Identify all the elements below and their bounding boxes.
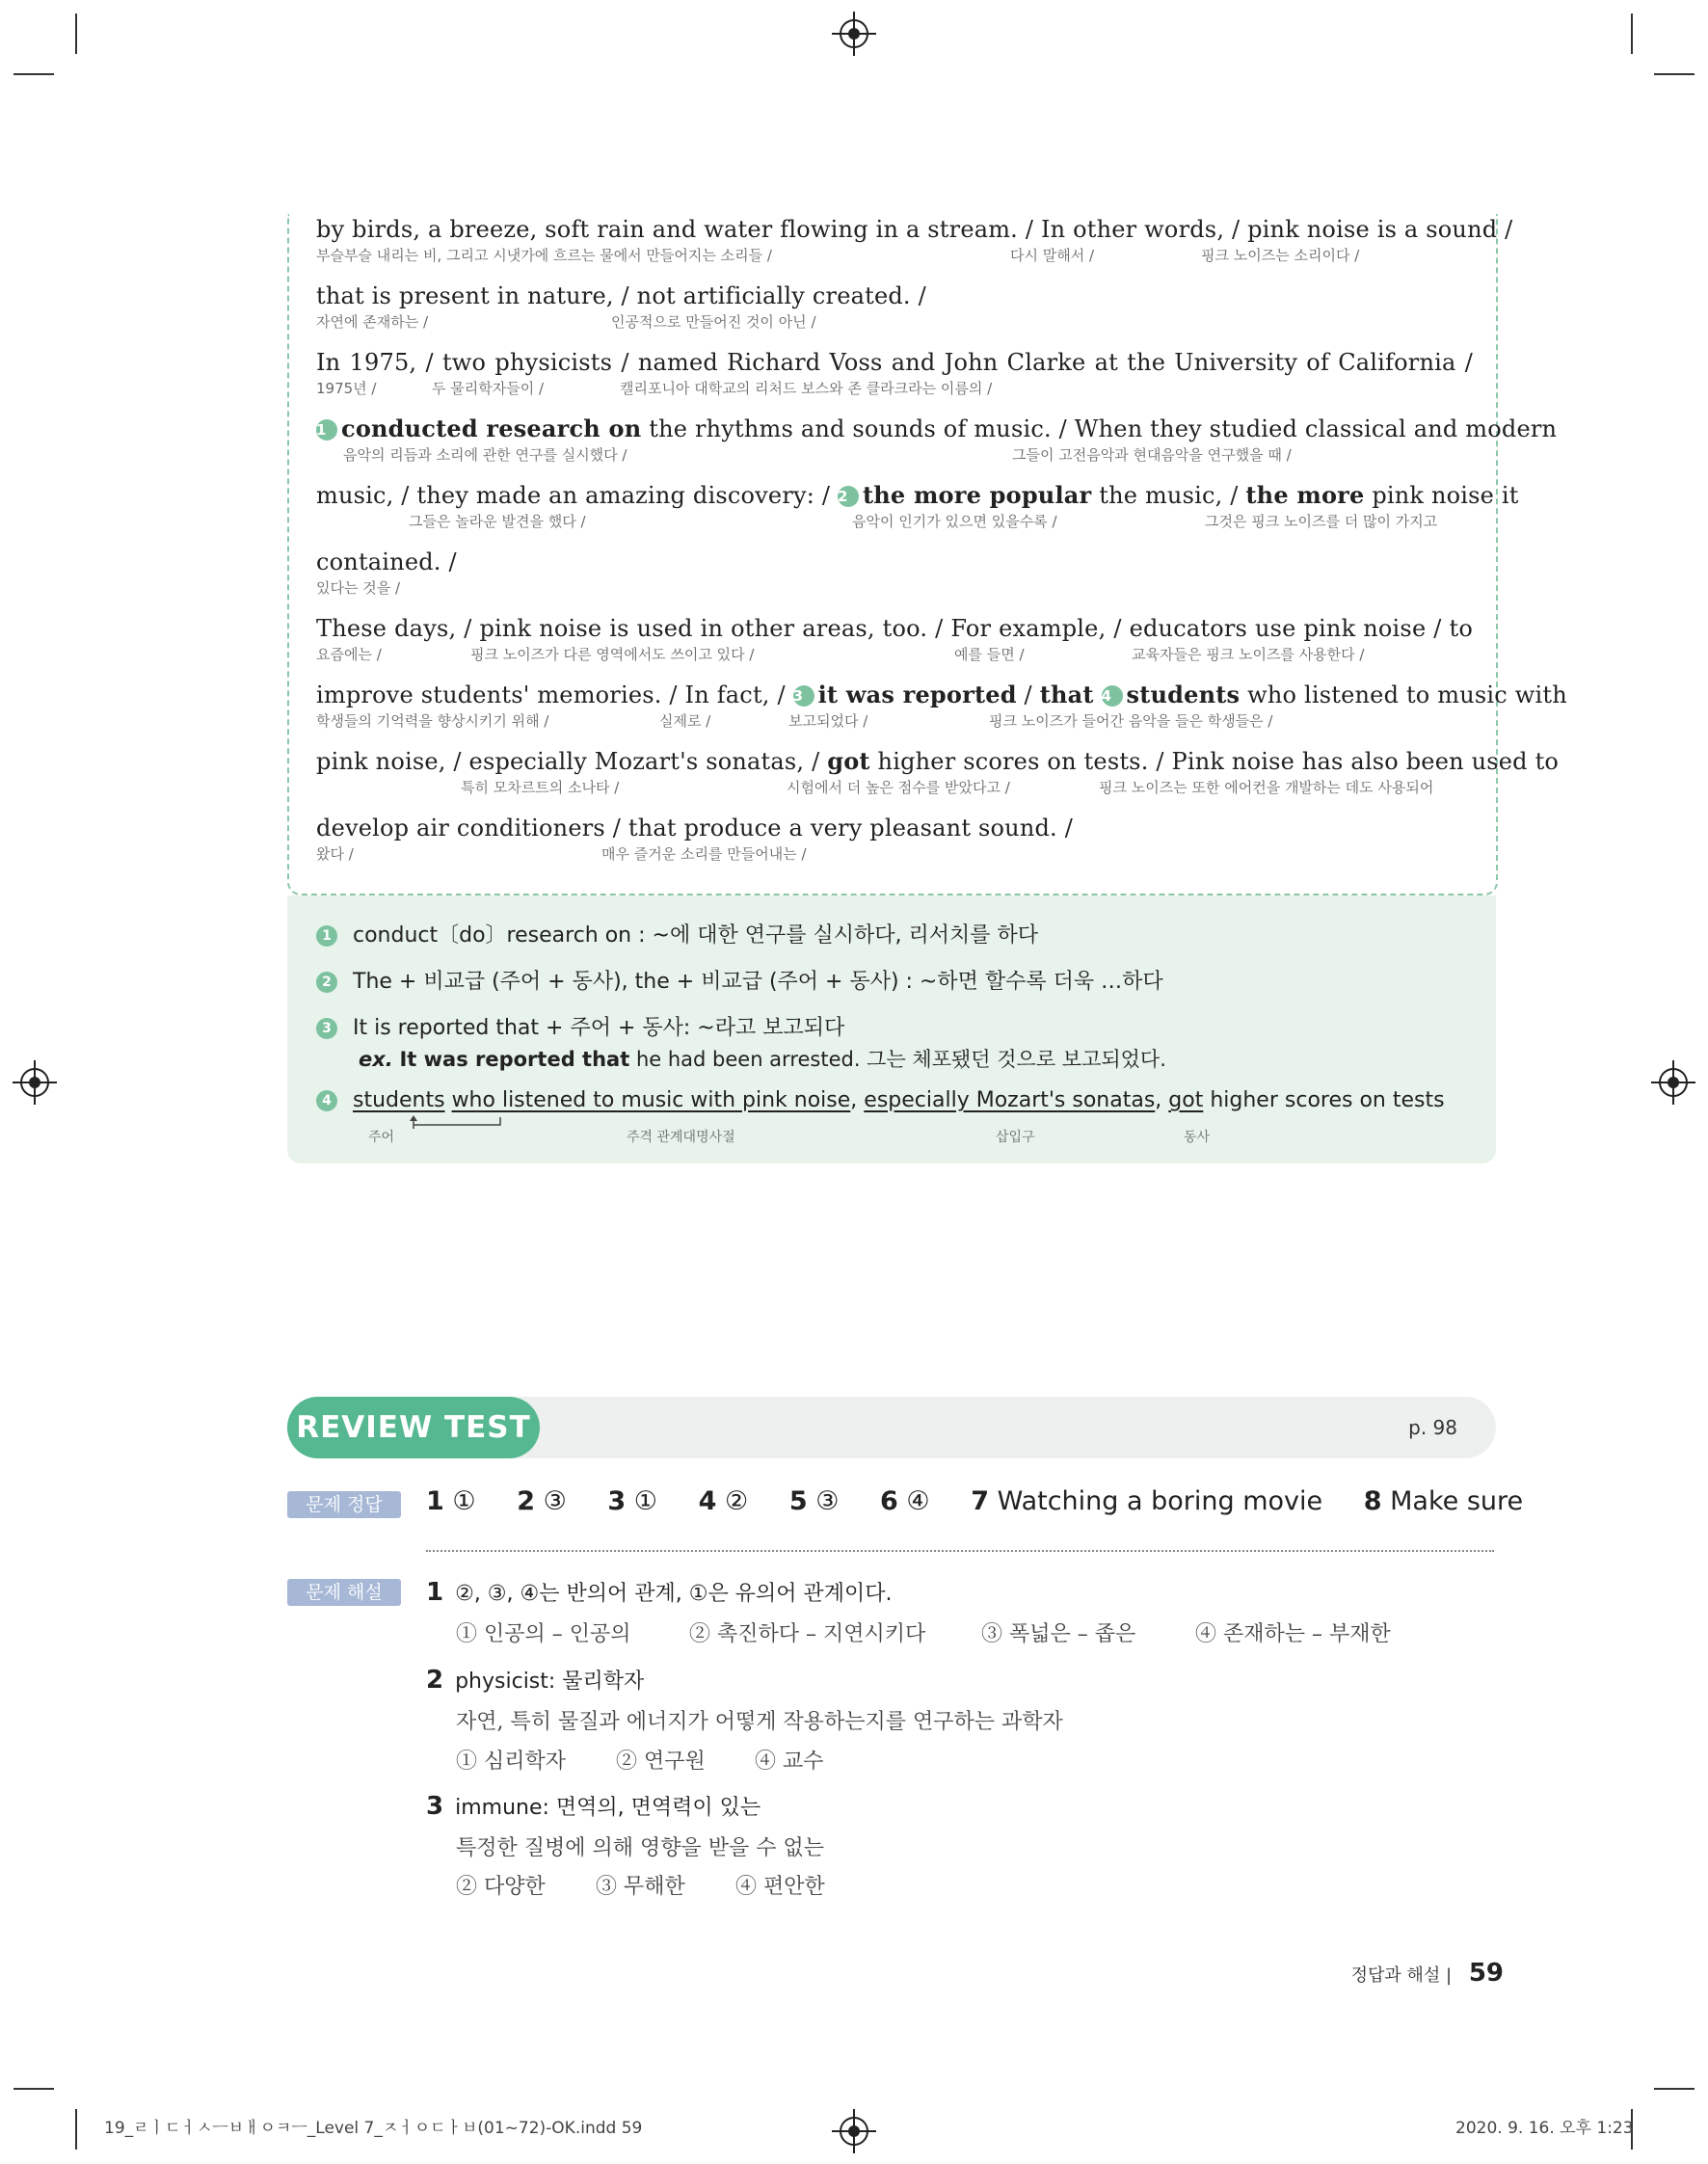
korean-gloss: 음악의 리듬과 소리에 관한 연구를 실시했다 / 그들이 고전음악과 현대음악을 연구했을 때 / (343, 446, 1292, 464)
korean-gloss: 부슬부슬 내리는 비, 그리고 시냇가에 흐르는 물에서 만들어지는 소리들 / 다시 말해서 / 핑크 노이즈는 소리이다 / (316, 247, 1360, 264)
explanation-3-definition: 특정한 질병에 의해 영향을 받을 수 없는 (456, 1836, 824, 1860)
passage-line (316, 613, 1473, 671)
grammar-label-clause: 주격 관계대명사절 (627, 1130, 735, 1145)
korean-gloss: 학생들의 기억력을 향상시키기 위해 / 실제로 / 보고되었다 / 핑크 노이즈가 들어간 음악을 들은 학생들은 / (316, 712, 1273, 730)
registration-mark-icon (840, 2117, 868, 2146)
review-test-header (287, 1397, 1496, 1458)
explanation-2-choices: ① 심리학자 ② 연구원 ④ 교수 (456, 1750, 824, 1774)
korean-gloss: 특히 모차르트의 소나타 / 시험에서 더 높은 점수를 받았다고 / 핑크 노이즈는 또한 에어컨을 개발하는 데도 사용되어 (461, 779, 1434, 796)
grammar-label-verb: 동사 (1184, 1130, 1211, 1145)
grammar-notes (287, 895, 1496, 1163)
passage-line (316, 746, 1560, 804)
english-text: contained. / (316, 548, 457, 575)
korean-gloss: 요즘에는 / 핑크 노이즈가 다른 영역에서도 쓰이고 있다 / 예를 들면 / 교육자들은 핑크 노이즈를 사용한다 / (316, 646, 1365, 663)
note-4: 4 students who listened to music with pink noise, especially Mozart's sonatas, got higher scores on tests (316, 1088, 1445, 1112)
explanation-1: 1 ②, ③, ④는 반의어 관계, ①은 유의어 관계이다. (426, 1578, 893, 1607)
english-text: These days, / pink noise is used in other areas, too. / For example, / educators use pink noise / to (316, 615, 1473, 642)
korean-gloss: 1975년 / 두 물리학자들이 / 캘리포니아 대학교의 리처드 보스와 존 클라크라는 이름의 / (316, 380, 993, 397)
answer-list (426, 1486, 1556, 1516)
note-marker-3: 3 (793, 685, 814, 707)
korean-gloss: 자연에 존재하는 / 인공적으로 만들어진 것이 아닌 / (316, 313, 816, 331)
passage-line (316, 813, 1473, 870)
crop-mark (75, 13, 77, 54)
english-text: develop air conditioners / that produce a very pleasant sound. / (316, 815, 1073, 842)
registration-mark-icon (20, 1068, 49, 1097)
answer-item: 4 ② (698, 1486, 749, 1516)
note-marker-4: 4 (1102, 685, 1123, 707)
english-text: In 1975, / two physicists / named Richard Voss and John Clarke at the University of California / (316, 349, 1473, 376)
explanation-2-definition: 자연, 특히 물질과 에너지가 어떻게 작용하는지를 연구하는 과학자 (456, 1710, 1063, 1734)
english-text: 1 conducted research on the rhythms and sounds of music. / When they studied classical and modern (316, 414, 1558, 442)
registration-mark-icon (1659, 1068, 1688, 1097)
passage-line (316, 414, 1558, 471)
crop-mark (13, 2088, 54, 2090)
explanation-3-choices: ② 다양한 ③ 무해한 ④ 편안한 (456, 1875, 825, 1899)
note-1: 1 conduct〔do〕research on : ~에 대한 연구를 실시하다, 리서치를 하다 (316, 919, 1038, 948)
passage-line (316, 547, 1473, 604)
explanation-3: 3 immune: 면역의, 면역력이 있는 (426, 1792, 761, 1821)
english-text: that is present in nature, / not artificially created. / (316, 282, 926, 309)
crop-mark (13, 73, 54, 75)
note-3: 3 It is reported that + 주어 + 동사: ~라고 보고되다 (316, 1011, 844, 1041)
answer-item: 2 ③ (517, 1486, 567, 1516)
note-marker-2: 2 (838, 486, 859, 507)
grammar-label-insert: 삽입구 (996, 1130, 1035, 1145)
note-marker-1: 1 (316, 419, 337, 441)
passage-line (316, 281, 1473, 338)
english-text: by birds, a breeze, soft rain and water flowing in a stream. / In other words, / pink noise is a sound / (316, 216, 1513, 243)
note-2: 2 The + 비교급 (주어 + 동사), the + 비교급 (주어 + 동사) : ~하면 할수록 더욱 …하다 (316, 965, 1163, 995)
crop-mark (1631, 13, 1633, 54)
print-slug-timestamp: 2020. 9. 16. 오후 1:23 (1455, 2119, 1634, 2138)
crop-mark (1654, 73, 1695, 75)
answer-item: 3 ① (607, 1486, 658, 1516)
answers-tag: 문제 정답 (287, 1491, 401, 1518)
english-text: music, / they made an amazing discovery: / 2 the more popular the music, / the more pink noise it (316, 481, 1519, 509)
crop-mark (75, 2109, 77, 2150)
korean-gloss: 그들은 놀라운 발견을 했다 / 음악이 인기가 있으면 있을수록 / 그것은 핑크 노이즈를 더 많이 가지고 (409, 513, 1438, 530)
answer-item: 8 Make sure (1363, 1486, 1524, 1516)
relative-clause-arrow-icon (408, 1115, 504, 1135)
page-footer: 정답과 해설 | 59 (1350, 1959, 1504, 1988)
korean-gloss: 왔다 / 매우 즐거운 소리를 만들어내는 / (316, 845, 807, 863)
explanations-tag: 문제 해설 (287, 1579, 401, 1606)
passage-line (316, 214, 1513, 272)
english-text: improve students' memories. / In fact, / 3 it was reported / that 4 students who listened to music with (316, 681, 1567, 708)
passage-line (316, 347, 1473, 405)
divider (426, 1550, 1494, 1552)
crop-mark (1654, 2088, 1695, 2090)
passage-line (316, 680, 1567, 737)
english-text: pink noise, / especially Mozart's sonatas, / got higher scores on tests. / Pink noise has also been used to (316, 747, 1560, 775)
registration-mark-icon (840, 19, 868, 48)
explanation-1-choices: ① 인공의 – 인공의 ② 촉진하다 – 지연시키다 ③ 폭넓은 – 좁은 ④ 존재하는 – 부재한 (456, 1622, 1391, 1646)
answer-item: 6 ④ (880, 1486, 930, 1516)
korean-gloss: 있다는 것을 / (316, 579, 401, 597)
answer-item: 5 ③ (788, 1486, 840, 1516)
print-slug-filename: 19_ㄹㅣㄷㅓㅅㅡㅂㅐㅇㅋㅡ_Level 7_ㅈㅓㅇㄷㅏㅂ(01~72)-OK.indd 59 (104, 2119, 643, 2138)
note-3-example: ex. It was reported that he had been arrested. 그는 체포됐던 것으로 보고되었다. (359, 1048, 1166, 1071)
answer-item: 1 ① (426, 1486, 476, 1516)
page-reference: p. 98 (1408, 1416, 1457, 1439)
answer-item: 7 Watching a boring movie (971, 1486, 1323, 1516)
explanation-2: 2 physicist: 물리학자 (426, 1666, 645, 1695)
grammar-label-subject: 주어 (368, 1130, 395, 1145)
passage-line (316, 480, 1519, 538)
reading-passage (287, 214, 1567, 895)
review-test-title: REVIEW TEST (287, 1397, 540, 1458)
